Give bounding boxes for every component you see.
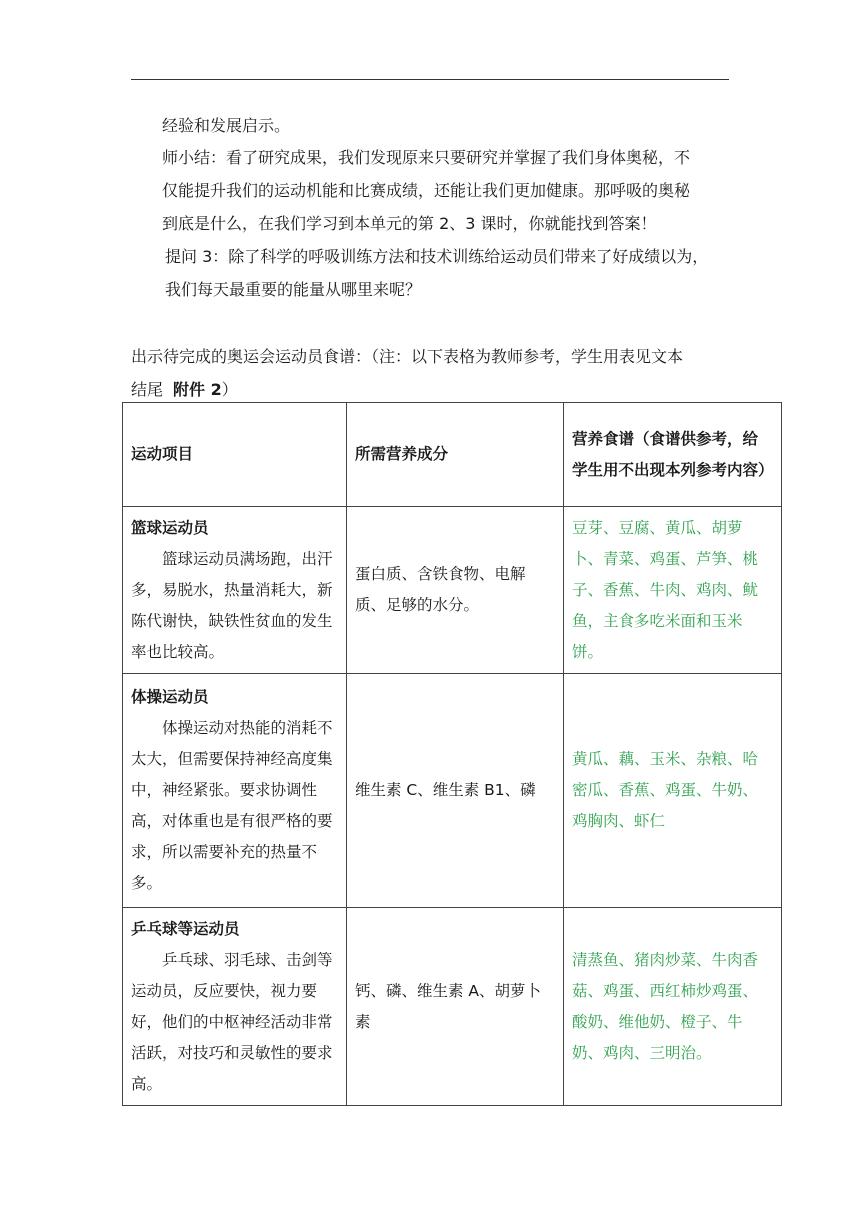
nutrients-cell: 蛋白质、含铁食物、电解质、足够的水分。 (347, 507, 564, 674)
appendix-reference: 附件 2 (173, 380, 222, 399)
caption-line-1: 出示待完成的奥运会运动员食谱：（注：以下表格为教师参考，学生用表见文本 (131, 347, 684, 366)
intro-line-4: 到底是什么，在我们学习到本单元的第 2、3 课时，你就能找到答案！ (162, 214, 657, 233)
recipe-cell: 豆芽、豆腐、黄瓜、胡萝卜、青菜、鸡蛋、芦笋、桃子、香蕉、牛肉、鸡肉、鱿鱼，主食多吃米面和玉米饼。 (564, 507, 782, 674)
sport-cell (123, 507, 347, 674)
question-line-2: 我们每天最重要的能量从哪里来呢？ (165, 280, 422, 299)
sport-cell (123, 674, 347, 908)
intro-line-3: 仅能提升我们的运动机能和比赛成绩，还能让我们更加健康。那呼吸的奥秘 (162, 181, 691, 200)
caption-suffix: ） (221, 380, 238, 399)
sport-description: 乒乓球、羽毛球、击剑等运动员，反应要快，视力要好，他们的中枢神经活动非常活跃，对技巧和灵敏性的要求高。 (131, 950, 333, 1093)
table-row (123, 507, 782, 674)
caption-prefix: 结尾 (131, 380, 164, 399)
header-nutrients: 所需营养成分 (347, 403, 564, 507)
sport-name: 乒乓球等运动员 (131, 919, 240, 938)
sport-name: 篮球运动员 (131, 518, 209, 537)
sport-description: 体操运动对热能的消耗不太大，但需要保持神经高度集中，神经紧张。要求协调性高，对体重也是有很严格的要求，所以需要补充的热量不多。 (131, 719, 333, 892)
caption-line-2 (131, 382, 238, 398)
header-sport: 运动项目 (123, 403, 347, 507)
table-row (123, 908, 782, 1106)
question-line-1: 提问 3：除了科学的呼吸训练方法和技术训练给运动员们带来了好成绩以为， (165, 247, 709, 266)
recipe-cell: 黄瓜、藕、玉米、杂粮、哈密瓜、香蕉、鸡蛋、牛奶、鸡胸肉、虾仁 (564, 674, 782, 908)
diet-table (122, 402, 782, 1106)
intro-line-1: 经验和发展启示。 (162, 116, 291, 135)
sport-description: 篮球运动员满场跑，出汗多，易脱水，热量消耗大，新陈代谢快，缺铁性贫血的发生率也比较高。 (131, 549, 333, 661)
nutrients-cell: 维生素 C、维生素 B1、磷 (347, 674, 564, 908)
table-header-row (123, 403, 782, 507)
intro-line-2: 师小结：看了研究成果，我们发现原来只要研究并掌握了我们身体奥秘，不 (162, 148, 691, 167)
sport-cell (123, 908, 347, 1106)
nutrients-cell: 钙、磷、维生素 A、胡萝卜素 (347, 908, 564, 1106)
header-recipe: 营养食谱（食谱供参考，给学生用不出现本列参考内容） (564, 403, 782, 507)
sport-name: 体操运动员 (131, 688, 209, 706)
recipe-cell: 清蒸鱼、猪肉炒菜、牛肉香菇、鸡蛋、西红柿炒鸡蛋、酸奶、维他奶、橙子、牛奶、鸡肉、三明治。 (564, 908, 782, 1106)
table-row (123, 674, 782, 908)
header-rule (131, 79, 729, 80)
